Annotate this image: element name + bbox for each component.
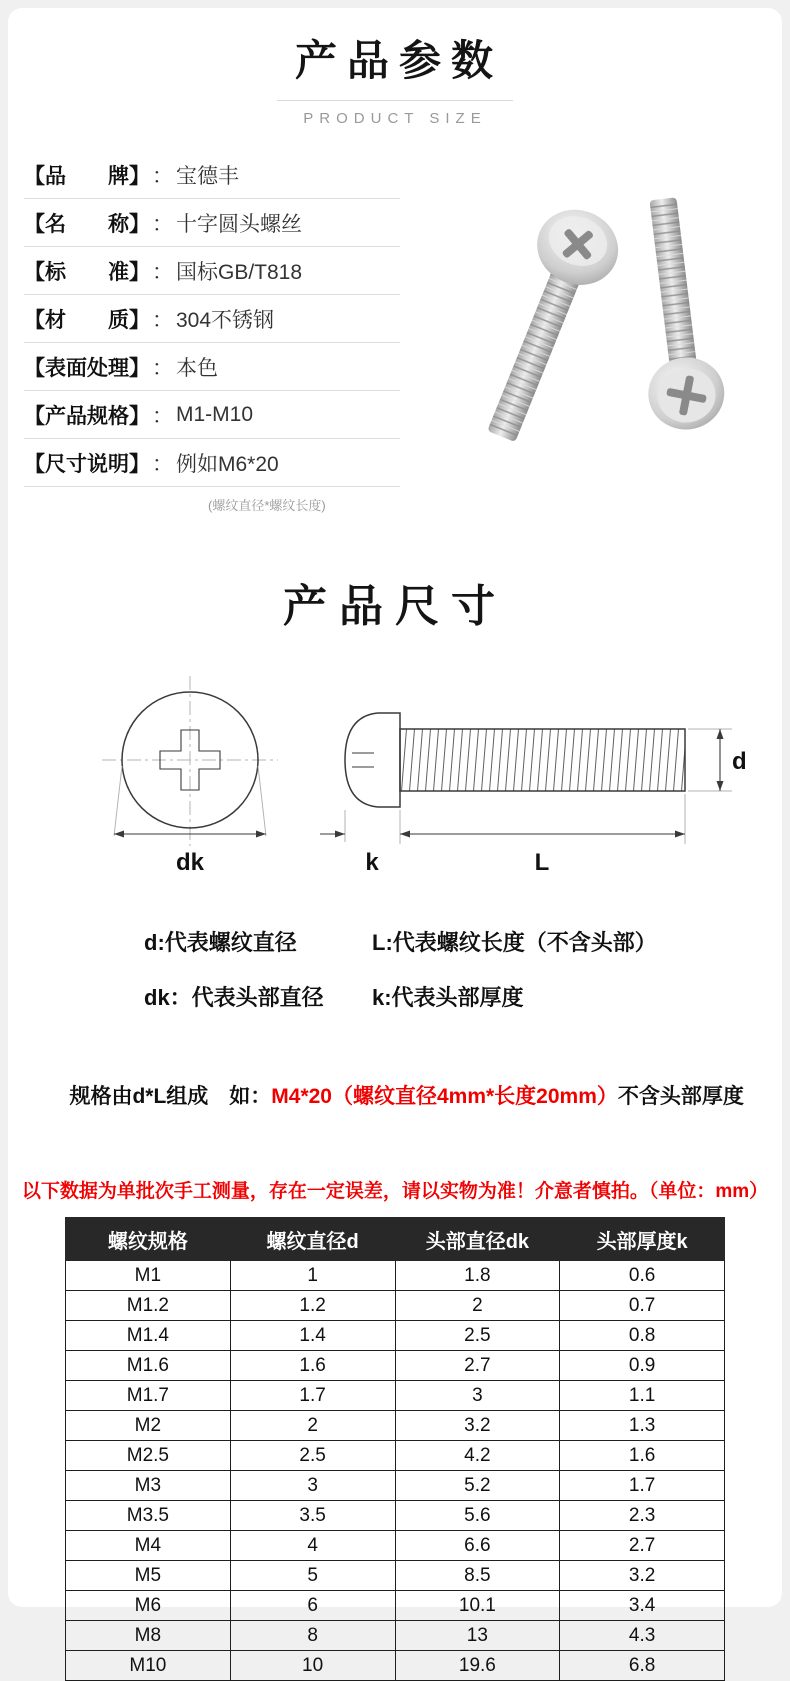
spec-table-cell: 3 [230,1471,395,1501]
param-colon: ： [152,452,173,476]
spec-table-cell: M1 [66,1261,231,1291]
size-section-title: 产品尺寸 [283,582,507,631]
spec-table-row [66,1591,725,1621]
screw-side-view [320,713,747,876]
spec-table-row [66,1351,725,1381]
spec-table-header-row [66,1218,725,1261]
spec-table-cell: 3.2 [560,1561,725,1591]
param-row-standard [24,247,400,295]
spec-table-cell: 1.4 [230,1321,395,1351]
spec-table-cell: M3.5 [66,1501,231,1531]
spec-table-cell: 2 [395,1291,560,1321]
spec-table-cell: 1.7 [560,1471,725,1501]
spec-table-cell: 1.6 [230,1351,395,1381]
spec-table-cell: 2.3 [560,1501,725,1531]
param-label: 【表面处理】 [24,356,150,380]
param-colon: ： [152,212,173,236]
page-subtitle: PRODUCT SIZE [303,110,487,127]
param-value: 宝德丰 [176,164,239,188]
technical-drawing [40,668,750,898]
spec-table-header-cell: 螺纹直径d [230,1218,395,1261]
param-colon: ： [152,404,173,428]
param-row-brand [24,151,400,199]
spec-table-cell: 6 [230,1591,395,1621]
param-colon: ： [152,356,173,380]
spec-table-cell: 8.5 [395,1561,560,1591]
spec-table-cell: 1.7 [230,1381,395,1411]
spec-table-cell: M1.2 [66,1291,231,1321]
spec-example-line [8,1056,782,1134]
spec-table-cell: M5 [66,1561,231,1591]
param-value: M1-M10 [176,402,254,426]
spec-table-row [66,1651,725,1681]
spec-table-row [66,1411,725,1441]
param-label: 【名 称】 [24,212,150,236]
param-colon: ： [152,164,173,188]
screw-photo-left [463,198,629,452]
param-row-size-example [24,439,400,487]
spec-table-row [66,1261,725,1291]
param-label: 【材 质】 [24,308,150,332]
spec-table-cell: 5.2 [395,1471,560,1501]
param-value: 国标GB/T818 [176,260,303,284]
spec-table-row [66,1381,725,1411]
spec-table-cell: M1.7 [66,1381,231,1411]
param-label: 【标 准】 [24,260,150,284]
dim-label-d: d [732,748,747,775]
legend-k: k:代表头部厚度 [372,985,524,1010]
spec-table-row [66,1471,725,1501]
spec-table-row [66,1441,725,1471]
param-value: 304不锈钢 [176,308,275,332]
spec-table-cell: M6 [66,1591,231,1621]
legend-L: L:代表螺纹长度（不含头部） [372,930,657,955]
param-note: (螺纹直径*螺纹长度) [208,498,326,513]
spec-table-row [66,1621,725,1651]
header [8,8,782,127]
spec-table-cell: 1.8 [395,1261,560,1291]
param-value: 十字圆头螺丝 [176,212,302,236]
screw-top-view [102,676,278,876]
dim-label-k: k [365,849,379,876]
spec-table-cell: M2.5 [66,1441,231,1471]
spec-table-header-cell: 头部直径dk [395,1218,560,1261]
param-value: 例如M6*20 [176,452,279,476]
spec-table-cell: 6.8 [560,1651,725,1681]
param-list [24,151,400,514]
spec-table-cell: 4.2 [395,1441,560,1471]
spec-table-header-cell: 头部厚度k [560,1218,725,1261]
param-label: 【产品规格】 [24,404,150,428]
spec-table-row [66,1291,725,1321]
param-label: 【尺寸说明】 [24,452,150,476]
spec-table-cell: 19.6 [395,1651,560,1681]
spec-example-highlight: M4*20（螺纹直径4mm*长度20mm） [271,1085,618,1108]
spec-table-cell: 4 [230,1531,395,1561]
spec-table-cell: 3.2 [395,1411,560,1441]
spec-table-cell: 10.1 [395,1591,560,1621]
param-colon: ： [152,260,173,284]
dim-label-L: L [534,849,550,876]
screw-photo-right [625,194,729,434]
spec-table-cell: 10 [230,1651,395,1681]
spec-table-cell: 1 [230,1261,395,1291]
spec-table-cell: M2 [66,1411,231,1441]
spec-table-row [66,1321,725,1351]
product-photo [428,176,768,486]
spec-table [65,1217,725,1681]
spec-table-cell: 1.3 [560,1411,725,1441]
spec-example-suffix: 不含头部厚度 [617,1085,744,1108]
spec-table-cell: 5 [230,1561,395,1591]
spec-table-cell: 5.6 [395,1501,560,1531]
measurement-warning: 以下数据为单批次手工测量，存在一定误差，请以实物为准！介意者慎拍。（单位：mm） [21,1181,769,1202]
spec-table-cell: 2.5 [230,1441,395,1471]
spec-table-header-cell: 螺纹规格 [66,1218,231,1261]
spec-table-cell: M1.4 [66,1321,231,1351]
spec-table-cell: 3 [395,1381,560,1411]
spec-table-row [66,1501,725,1531]
param-value: 本色 [176,356,218,380]
legend-dk: dk：代表头部直径 [144,985,324,1010]
spec-table-cell: 0.8 [560,1321,725,1351]
spec-table-cell: M8 [66,1621,231,1651]
spec-table-cell: 13 [395,1621,560,1651]
legend-d: d:代表螺纹直径 [144,930,297,955]
spec-table-cell: M10 [66,1651,231,1681]
spec-table-cell: 2.5 [395,1321,560,1351]
spec-table-body [66,1261,725,1681]
spec-table-cell: 6.6 [395,1531,560,1561]
spec-table-cell: 0.6 [560,1261,725,1291]
spec-table-cell: M3 [66,1471,231,1501]
technical-drawing-wrap [8,668,782,898]
spec-table-row [66,1531,725,1561]
param-row-spec-range [24,391,400,439]
param-row-material [24,295,400,343]
param-label: 【品 牌】 [24,164,150,188]
dimension-legend [86,926,704,1012]
spec-table-cell: 3.5 [230,1501,395,1531]
param-colon: ： [152,308,173,332]
spec-table-cell: 4.3 [560,1621,725,1651]
spec-table-cell: 0.9 [560,1351,725,1381]
page-title: 产品参数 [277,28,513,101]
spec-table-row [66,1561,725,1591]
dim-label-dk: dk [175,849,205,876]
spec-table-cell: M1.6 [66,1351,231,1381]
spec-table-cell: 3.4 [560,1591,725,1621]
spec-table-cell: 1.2 [230,1291,395,1321]
spec-table-cell: 2 [230,1411,395,1441]
spec-table-cell: 1.1 [560,1381,725,1411]
param-row-name [24,199,400,247]
spec-table-cell: M4 [66,1531,231,1561]
spec-table-head [66,1218,725,1261]
param-row-finish [24,343,400,391]
spec-table-cell: 8 [230,1621,395,1651]
spec-table-cell: 2.7 [560,1531,725,1561]
spec-table-cell: 0.7 [560,1291,725,1321]
spec-table-cell: 1.6 [560,1441,725,1471]
spec-table-cell: 2.7 [395,1351,560,1381]
spec-example-prefix: 规格由d*L组成 如： [69,1085,272,1108]
product-detail-card [8,8,782,1676]
